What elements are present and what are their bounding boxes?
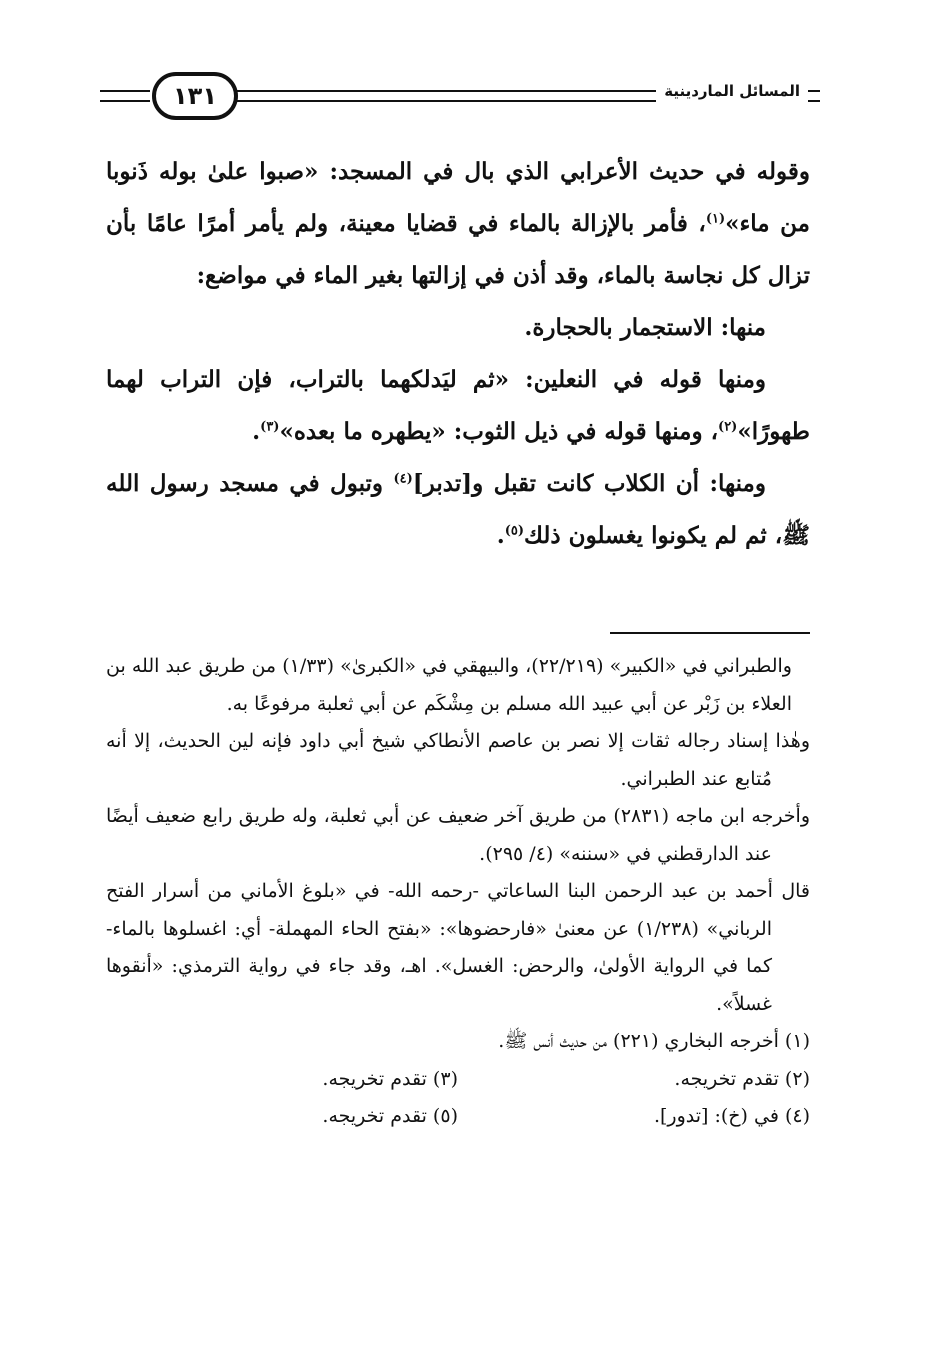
- footnote-ref-3: (٣): [260, 419, 280, 435]
- paragraph-4: [106, 458, 810, 562]
- running-title: المسائل الماردينية: [656, 76, 808, 106]
- footnote-carryover-4: قال أحمد بن عبد الرحمن البنا الساعاتي -رحمه الله- في «بلوغ الأماني من أسرار الفتح الرباني» (١/٢٣٨) عن معنىٰ «فارحضوها»: «بفتح الحاء المهملة- أي: اغسلوها بالماء- كما في الرواية الأولىٰ، والرحض: الغسل». اهـ، وقد جاء في رواية الترمذي: «أنقوها غسلاً».: [106, 880, 810, 1015]
- paragraph-3-end: .: [252, 418, 261, 445]
- paragraph-3-text: ومنها قوله في النعلين: «ثم ليَدلكهما بالتراب، فإن التراب لهما طهورًا»: [106, 366, 810, 445]
- paragraph-3: [106, 354, 810, 458]
- footnote-4: (٤) في (خ): [تدور].: [653, 1105, 810, 1127]
- footnote-separator: [610, 632, 810, 634]
- footnote-row-1: [106, 1023, 810, 1061]
- footnote-row-2: [106, 1061, 810, 1099]
- running-header: [100, 68, 820, 120]
- paragraph-1: [106, 146, 810, 302]
- footnote-1: (١) أخرجه البخاري (٢٢١) من حديث أنس ﷺ.: [498, 1030, 810, 1052]
- footnotes: [106, 648, 810, 1136]
- page-number: ١٣١: [152, 72, 238, 120]
- footnote-3: (٣) تقدم تخريجه.: [322, 1067, 458, 1090]
- footnote-ref-4: (٤): [393, 471, 413, 487]
- paragraph-4-text: ومنها: أن الكلاب كانت تقبل و[تدبر]: [412, 470, 766, 497]
- footnote-ref-1: (١): [705, 211, 726, 227]
- paragraph-2: منها: الاستجمار بالحجارة.: [524, 314, 766, 341]
- main-text: [106, 146, 810, 562]
- footnote-carryover-3: وأخرجه ابن ماجه (٢٨٣١) من طريق آخر ضعيف عن أبي ثعلبة، وله طريق رابع ضعيف أيضًا عند الدارقطني في «سننه» (٤/ ٢٩٥).: [106, 805, 810, 865]
- paragraph-4-end: .: [496, 522, 505, 549]
- paragraph-4-continuation: وتبول في مسجد رسول الله ﷺ، ثم لم يكونوا يغسلون ذلك: [106, 470, 810, 549]
- footnote-ref-5: (٥): [504, 523, 525, 539]
- footnote-ref-2: (٢): [718, 419, 738, 435]
- paragraph-1-text: وقوله في حديث الأعرابي الذي بال في المسجد: «صبوا علىٰ بوله ذَنوبا من ماء»: [106, 158, 810, 237]
- footnote-carryover-2: وهٰذا إسناد رجاله ثقات إلا نصر بن عاصم الأنطاكي شيخ أبي داود فإنه لين الحديث، إلا أنه مُتابع عند الطبراني.: [106, 730, 810, 790]
- footnote-2: (٢) تقدم تخريجه.: [674, 1067, 810, 1090]
- paragraph-3-continuation: ، ومنها قوله في ذيل الثوب: «يطهره ما بعده»: [279, 418, 719, 445]
- header-rule-left: [100, 90, 150, 102]
- footnote-carryover-1: والطبراني في «الكبير» (٢٢/٢١٩)، والبيهقي في «الكبرىٰ» (١/٣٣) من طريق عبد الله بن العلاء بن زَبْر عن أبي عبيد الله مسلم بن مِشْكَم عن أبي ثعلبة مرفوعًا به.: [106, 655, 792, 715]
- footnote-row-3: [106, 1098, 810, 1136]
- footnote-5: (٥) تقدم تخريجه.: [322, 1105, 458, 1127]
- paragraph-1-continuation: ، فأمر بالإزالة بالماء في قضايا معينة، ولم يأمر أمرًا عامًا بأن تزال كل نجاسة بالماء، وقد أذن في إزالتها بغير الماء في مواضع:: [106, 210, 810, 289]
